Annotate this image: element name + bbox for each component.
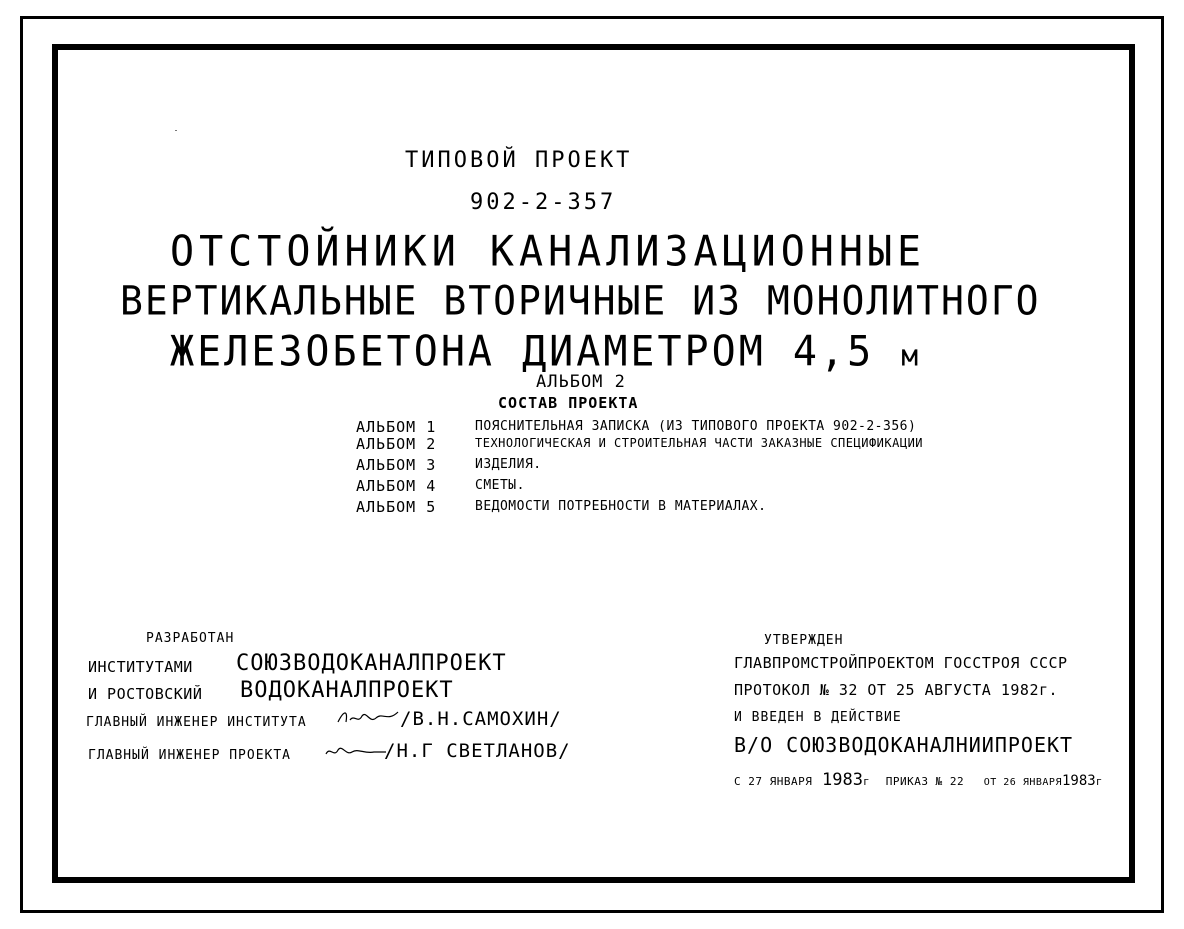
album-item-label: АЛЬБОМ 1: [356, 418, 437, 436]
chief-institute-name: /В.Н.САМОХИН/: [400, 708, 562, 730]
approved-heading: УТВЕРЖДЕН: [764, 633, 844, 648]
album-label: АЛЬБОМ 2: [536, 372, 626, 392]
album-item-desc: ПОЯСНИТЕЛЬНАЯ ЗАПИСКА (ИЗ ТИПОВОГО ПРОЕКТА 902-2-356): [475, 419, 917, 434]
header-line-1: ТИПОВОЙ ПРОЕКТ: [405, 148, 633, 173]
album-item-label: АЛЬБОМ 3: [356, 456, 437, 474]
composition-title: СОСТАВ ПРОЕКТА: [498, 394, 639, 412]
title-line-3: [170, 327, 922, 377]
speck: [175, 130, 177, 131]
title-diameter-value: 4,5: [792, 327, 875, 377]
approved-line-1: ГЛАВПРОМСТРОЙПРОЕКТОМ ГОССТРОЯ СССР: [734, 654, 1068, 672]
title-line-3-a: ЖЕЛЕЗОБЕТОНА ДИАМЕТРОМ: [170, 327, 766, 377]
developed-and-label: И РОСТОВСКИЙ: [88, 685, 203, 703]
album-item-desc: ИЗДЕЛИЯ.: [475, 457, 542, 472]
approved-year-1: 1983: [822, 770, 863, 790]
approved-line-5: [734, 772, 1103, 789]
approved-line-3: И ВВЕДЕН В ДЕЙСТВИЕ: [734, 710, 902, 725]
approved-year-1-suffix: г: [862, 775, 871, 788]
title-line-1: ОТСТОЙНИКИ КАНАЛИЗАЦИОННЫЕ: [170, 227, 927, 277]
album-item-desc: ТЕХНОЛОГИЧЕСКАЯ И СТРОИТЕЛЬНАЯ ЧАСТИ ЗАКАЗНЫЕ СПЕЦИФИКАЦИИ: [475, 436, 924, 450]
album-item-desc: СМЕТЫ.: [475, 478, 525, 493]
approved-line-4: В/О СОЮЗВОДОКАНАЛНИИПРОЕКТ: [734, 733, 1074, 757]
album-item-label: АЛЬБОМ 5: [356, 498, 437, 516]
approved-order: ПРИКАЗ № 22: [885, 775, 965, 788]
title-line-2: ВЕРТИКАЛЬНЫЕ ВТОРИЧНЫЕ ИЗ МОНОЛИТНОГО: [120, 277, 1041, 325]
chief-institute-label: ГЛАВНЫЙ ИНЖЕНЕР ИНСТИТУТА: [86, 715, 307, 730]
title-diameter-unit: м: [901, 338, 922, 373]
approved-line-2: ПРОТОКОЛ № 32 ОТ 25 АВГУСТА 1982г.: [734, 681, 1059, 699]
developed-by-label: ИНСТИТУТАМИ: [88, 658, 193, 676]
album-item-label: АЛЬБОМ 2: [356, 435, 437, 453]
album-item-desc: ВЕДОМОСТИ ПОТРЕБНОСТИ В МАТЕРИАЛАХ.: [475, 499, 767, 514]
chief-project-label: ГЛАВНЫЙ ИНЖЕНЕР ПРОЕКТА: [88, 748, 292, 763]
chief-project-name: /Н.Г СВЕТЛАНОВ/: [384, 740, 571, 762]
approved-year-2: 1983: [1061, 773, 1096, 789]
album-item-label: АЛЬБОМ 4: [356, 477, 437, 495]
approved-order-date: ОТ 26 ЯНВАРЯ: [983, 777, 1062, 788]
approved-year-2-suffix: г: [1095, 775, 1103, 788]
project-number: 902-2-357: [470, 190, 617, 215]
signature-svetlanov-icon: [324, 740, 388, 762]
approved-date-start: С 27 ЯНВАРЯ: [734, 775, 813, 788]
developed-heading: РАЗРАБОТАН: [146, 631, 235, 646]
developer-org-2: ВОДОКАНАЛПРОЕКТ: [240, 678, 454, 703]
developer-org-1: СОЮЗВОДОКАНАЛПРОЕКТ: [236, 651, 507, 676]
signature-samokhin-icon: [336, 706, 400, 728]
